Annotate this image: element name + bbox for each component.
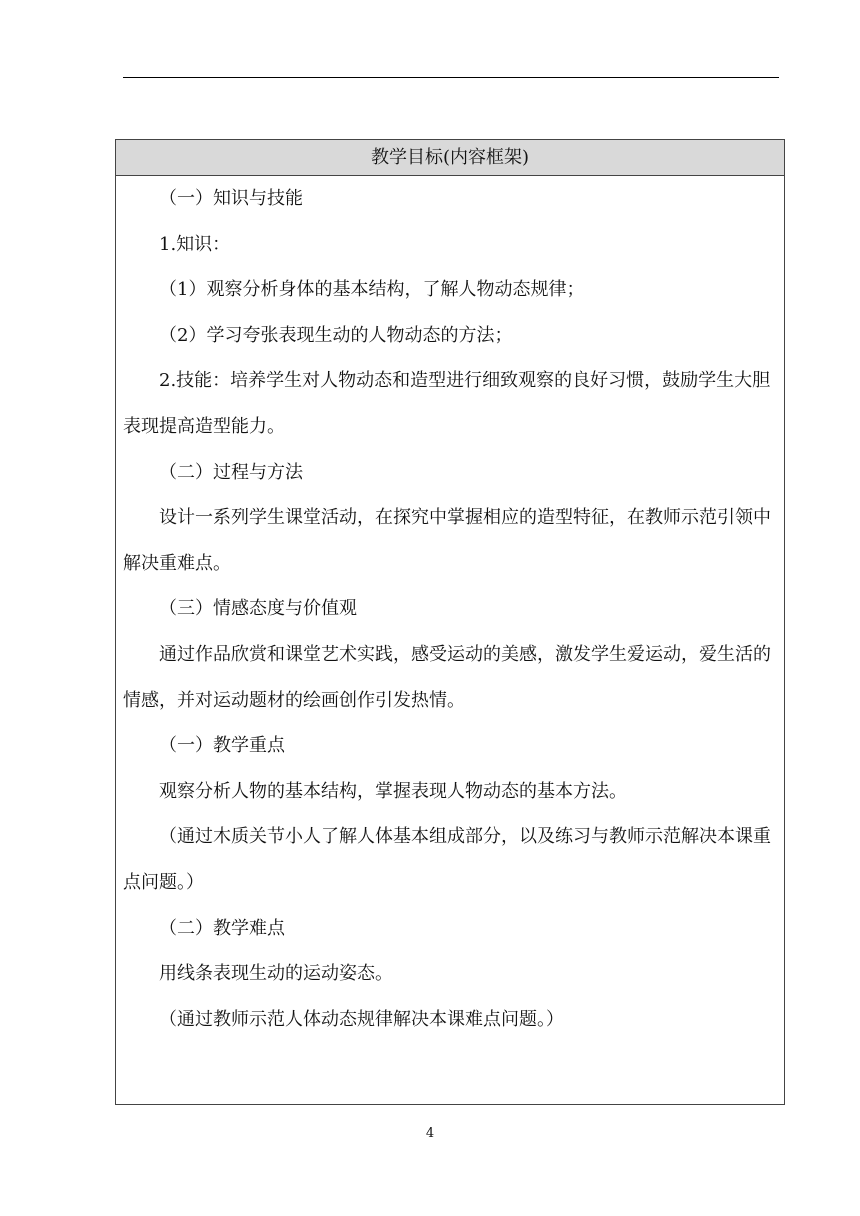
process-method-paragraph: 设计一系列学生课堂活动，在探究中掌握相应的造型特征，在教师示范引领中解决重难点。: [123, 507, 771, 574]
table-content: [116, 176, 784, 1042]
section-attitude-values-heading: （三）情感态度与价值观: [159, 598, 357, 620]
knowledge-item-2: （2）学习夸张表现生动的人物动态的方法；: [159, 324, 513, 346]
teaching-difficulty-note: （通过教师示范人体动态规律解决本课难点问题。）: [159, 1008, 564, 1030]
table-header: 教学目标(内容框架): [116, 140, 784, 176]
teaching-difficulty-heading: （二）教学难点: [159, 917, 285, 939]
teaching-focus-heading: （一）教学重点: [159, 735, 285, 757]
knowledge-item-1: （1）观察分析身体的基本结构，了解人物动态规律；: [159, 279, 585, 301]
skills-paragraph: 2.技能：培养学生对人物动态和造型进行细致观察的良好习惯，鼓励学生大胆表现提高造型能力。: [123, 370, 771, 437]
teaching-objectives-table: [115, 139, 785, 1105]
page-number: 4: [425, 1126, 435, 1141]
teaching-focus-paragraph: 观察分析人物的基本结构，掌握表现人物动态的基本方法。: [159, 780, 627, 802]
header-rule: [123, 77, 779, 78]
teaching-difficulty-paragraph: 用线条表现生动的运动姿态。: [159, 963, 393, 985]
knowledge-label: 1.知识：: [159, 233, 231, 255]
attitude-values-paragraph: 通过作品欣赏和课堂艺术实践，感受运动的美感，激发学生爱运动，爱生活的情感，并对运动题材的绘画创作引发热情。: [123, 643, 771, 711]
teaching-focus-note: （通过木质关节小人了解人体基本组成部分，以及练习与教师示范解决本课重点问题。）: [123, 826, 771, 893]
section-process-method-heading: （二）过程与方法: [159, 461, 303, 483]
section-knowledge-skills-heading: （一）知识与技能: [159, 188, 303, 209]
